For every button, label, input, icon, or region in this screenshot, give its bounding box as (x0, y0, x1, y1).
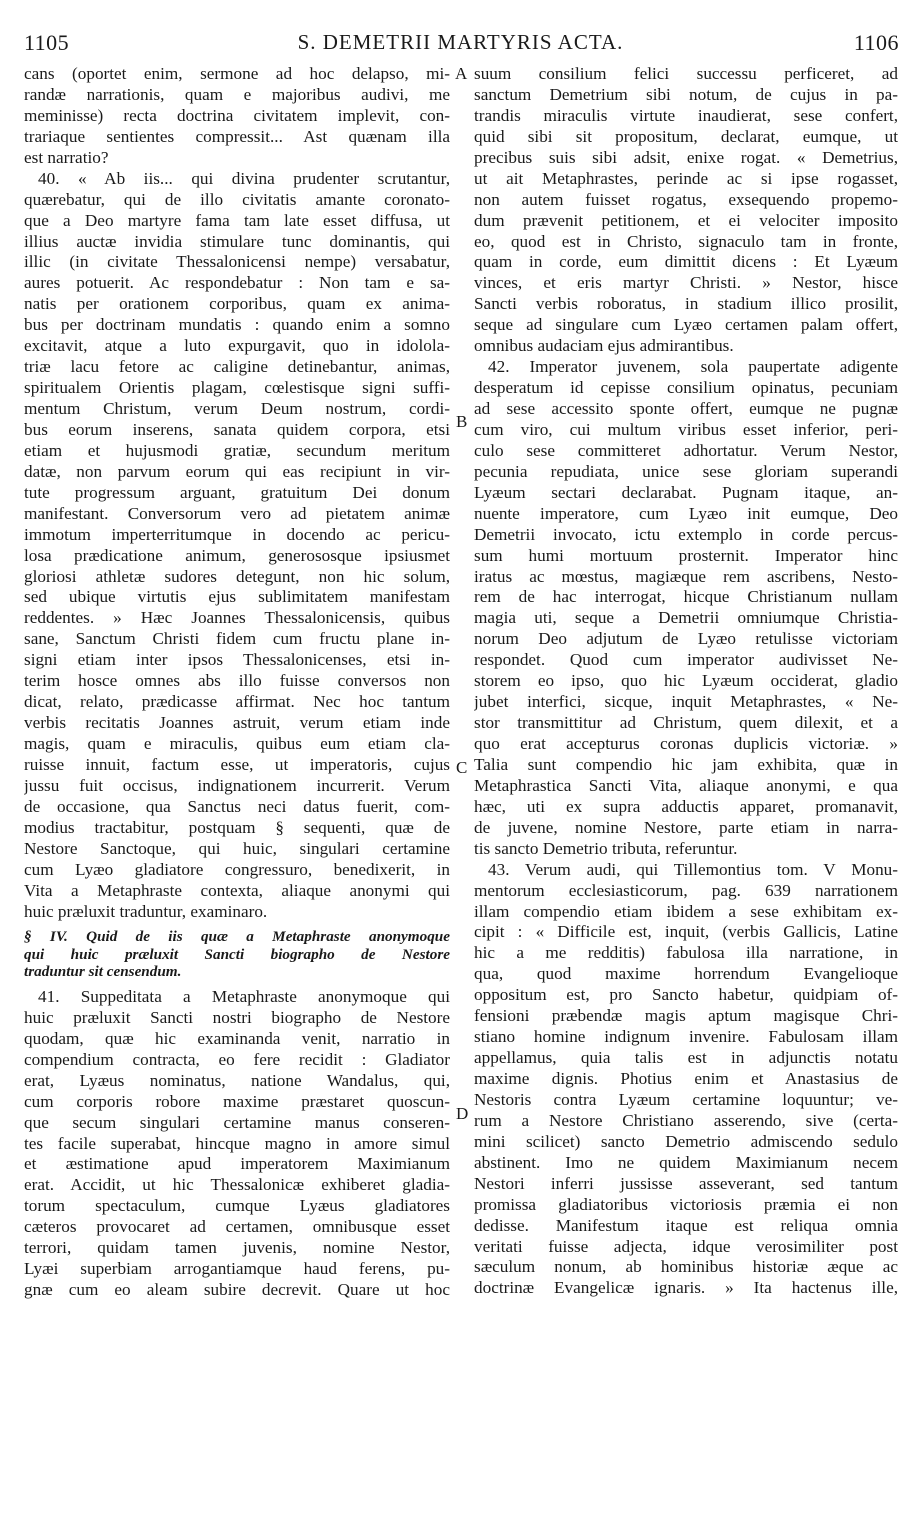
text-line: 40. « Ab iis... qui divina prudenter scrutantur, (38, 168, 450, 188)
text-line: torum spectaculum, cumque Lyæus gladiatores (24, 1196, 450, 1216)
text-line: Vita a Metaphraste contexta, aliaque anonymi qui (24, 880, 450, 900)
margin-marker-c: C (456, 758, 468, 777)
text-line: eo, quod est in Christo, signaculo tam in fronte, (474, 231, 898, 251)
section-heading-line: traduntur sit censendum. (24, 963, 182, 981)
running-title: S. DEMETRII MARTYRIS ACTA. (297, 30, 624, 54)
text-line: jussu fuit occisus, indignationem incurrerit. Verum (24, 775, 450, 795)
text-line: immotum imperterritumque in docendo ac pericu- (24, 524, 450, 544)
text-line: cans (oportet enim, sermone ad hoc delapso, mi- (24, 64, 450, 83)
text-line: huic præluxit Sancti nostri biographo de Nestore (24, 1007, 450, 1027)
text-line: tis sancto Demetrio tributa, referuntur. (474, 838, 738, 858)
text-line: natis per orationem corporibus, quam ex anima- (24, 294, 450, 314)
text-line: vinces, et eris martyr Christi. » Nestor, hisce (474, 273, 898, 293)
text-line: erat, Lyæus nominatus, natione Wandalus, qui, (24, 1070, 450, 1090)
text-line: appellamus, quia talis est in adjunctis notatu (474, 1048, 898, 1068)
left-column (24, 64, 450, 1301)
text-line: terim hosce omnes abs illo fuisse conversos non (24, 671, 450, 691)
text-line: mini scilicet) sancto Demetrio admiscendo sedulo (474, 1131, 898, 1151)
text-line: losa prædicatione animum, generososque ipsiusmet (24, 545, 450, 565)
text-line: cipit : « Difficile est, inquit, (verbis Gallicis, Latine (474, 922, 898, 942)
text-line: promissa gladiatoribus victoriosis præmia ei non (474, 1194, 898, 1214)
text-line: ruisse innuit, factum esse, ut imperatoris, cujus (24, 754, 450, 774)
margin-marker-d: D (456, 1104, 469, 1123)
text-line: qua, quod maxime horrendum Evangelioque (474, 964, 898, 984)
text-line: maxime dignis. Photius enim et Anastasius de (474, 1069, 898, 1088)
text-line: fensioni præbendæ magis aptum magisque Chri- (474, 1006, 898, 1026)
text-line: quam in corde, eum dimittit dicens : Et Lyæum (474, 252, 898, 272)
text-line: meminisse) recta doctrina civitatem implevit, con- (24, 105, 450, 125)
text-line: jubet interfici, sicque, inquit Metaphrastes, « Ne- (474, 692, 898, 712)
page-number-right: 1106 (853, 30, 899, 55)
text-line: gnæ cum eo aleam subire decrevit. Quare ut hoc (24, 1280, 450, 1300)
text-line: illius auctæ invidia stimulare tunc dominantis, qui (24, 231, 450, 251)
text-line: erat. Accidit, ut hic Thessalonicæ exhiberet gladia- (24, 1175, 450, 1195)
text-line: iratus ac mœstus, magiæque rem ascribens, Nesto- (474, 566, 898, 586)
text-line: Nestore Sanctoque, qui huic, singulari certamine (24, 838, 450, 858)
section-heading-line: § IV. Quid de iis quæ a Metaphraste anonymoque (24, 928, 450, 946)
text-line: Lyæi superbiam arrogantiamque haud ferens, pu- (24, 1259, 450, 1279)
text-line: sæculum nonum, ab hominibus historiæ æque ac (474, 1257, 898, 1277)
text-line: etiam et hujusmodi gratiæ, secundum meritum (24, 440, 450, 460)
text-line: respondet. Quod cum imperator audivisset Ne- (474, 650, 898, 670)
text-line: Demetrii invocato, ictu extemplo in corde percus- (474, 524, 898, 544)
text-line: reddentes. » Hæc Joannes Thessalonicensis, quibus (24, 608, 450, 628)
text-line: pecunia repudiata, unice sese gloriam superandi (474, 461, 898, 481)
text-line: bus eorum inserens, sanata quidem corpora, etsi (24, 419, 450, 439)
text-line: sum humi mortuum prosternit. Imperator hinc (474, 545, 898, 565)
text-line: de juvene, nomine Nestore, parte etiam in narra- (474, 817, 898, 837)
text-line: magia uti, seque a Demetrii omniumque Christia- (474, 608, 898, 628)
text-line: mentorum ecclesiasticorum, pag. 639 narrationem (474, 880, 898, 900)
text-line: norum Deo adjutum de Lyæo retulisse victoriam (474, 629, 898, 649)
text-line: rem de hac interrogat, hicque Christianum nullam (474, 587, 898, 607)
text-line: cum corporis robore maxime præstaret quoscun- (24, 1091, 450, 1111)
text-line: huic præluxit traduntur, examinaro. (24, 901, 268, 921)
text-line: verbis recitatis Joannes astruit, verum etiam inde (24, 713, 450, 733)
text-line: magis, quam e miraculis, quibus eum etiam cla- (24, 734, 450, 753)
text-line: dicat, relato, prædicasse affirmat. Nec hoc tantum (24, 692, 450, 712)
text-line: sanctum Demetrium sibi notum, de cujus in pa- (474, 84, 898, 104)
text-line: ad sese accessito sponte offert, eumque ne pugnæ (474, 399, 898, 418)
text-line: oppositum est, pro Sancto habetur, quidpiam of- (474, 985, 898, 1005)
text-line: Metaphrastica Sancti Vita, aliaque anonymi, e qua (474, 775, 898, 795)
text-line: illic (in civitate Thessalonicensi nempe) versabatur, (24, 252, 450, 272)
text-line: trariaque sentientes compressit... Ast quænam illa (24, 126, 450, 146)
text-line: desperatum id cepisse consilium opinatus, pecuniam (474, 378, 898, 398)
text-line: est narratio? (24, 147, 109, 167)
text-line: sed ubique virtutis ejus sublimitatem manifestam (24, 587, 450, 607)
text-line: spiritualem Orientis plagam, cœlestisque signi suffi- (24, 378, 450, 398)
margin-marker-b: B (456, 412, 468, 431)
text-line: 42. Imperator juvenem, sola paupertate adigente (488, 357, 898, 377)
text-line: storem eo ipso, quo hic Lyæum occiderat, gladio (474, 671, 898, 691)
text-line: precibus suis sibi adsit, enixe rogat. « Demetrius, (474, 147, 898, 167)
text-line: hæc, uti ex supra adductis apparet, promanavit, (474, 796, 898, 816)
text-line: tes facile superabat, hincque magno in amore simul (24, 1133, 450, 1153)
text-line: que a Deo martyre fama tam late esset diffusa, ut (24, 210, 450, 230)
text-line: nuente imperatore, cum Lyæo init eumque, Deo (474, 503, 898, 523)
text-line: terrori, quidam tamen juvenis, nomine Nestor, (24, 1238, 450, 1258)
text-line: cum Lyæo gladiatore congressuro, benedixerit, in (24, 859, 450, 879)
text-line: illam compendio etiam ibidem a sese exhibitam ex- (474, 901, 898, 921)
text-line: quodam, quæ hic examinanda venit, narratio in (24, 1028, 450, 1048)
text-line: bus per doctrinam mundatis : quando enim a somno (24, 315, 450, 335)
text-line: de occasione, qua Sanctus neci datus fuerit, com- (24, 796, 450, 816)
text-line: dum prævenit petitionem, et ei velociter imposito (474, 210, 898, 230)
text-line: Nestoris contra Lyæum certamine loquuntur; ve- (474, 1089, 898, 1109)
right-column (474, 64, 898, 1299)
text-line: manifestant. Conversorum vero ad pietatem animæ (24, 503, 450, 523)
text-line: seque ad singulare cum Lyæo certamen palam offert, (474, 315, 898, 335)
text-line: sane, Sanctum Christi fidem cum fructu plane in- (24, 629, 450, 649)
text-line: quid sibi sit propositum, declarat, eumque, ut (474, 126, 898, 146)
text-line: veritati fuisse adjecta, idque verosimiliter post (474, 1236, 898, 1256)
text-line: abstinent. Imo ne quidem Maximianum necem (474, 1152, 898, 1172)
margin-marker-a: A (455, 64, 468, 83)
text-line: quærebatur, qui de illo civitatis amante coronato- (24, 189, 450, 209)
text-line: quo erat accepturus coronas duplicis victoriæ. » (474, 734, 898, 753)
text-line: omnibus audaciam ejus admirantibus. (474, 336, 734, 356)
text-line: cæteros provocaret ad certamen, omnibusque esset (24, 1217, 450, 1237)
text-line: Sancti verbis roboratus, in stadium illico prosilit, (474, 294, 898, 314)
text-line: datæ, non parvum eorum qui eas recipiunt in vir- (24, 461, 450, 481)
text-line: que secum singulari certamine manus conseren- (24, 1112, 450, 1132)
text-line: cum viro, cui multum viribus esset inferior, peri- (474, 419, 898, 439)
text-line: tute progressum arguant, gratuitum Dei donum (24, 482, 450, 502)
text-line: non autem fuisset rogatus, exsequendo propemo- (474, 189, 898, 209)
text-line: ut ait Metaphrastes, perinde ac si ipse rogasset, (474, 168, 898, 188)
text-line: signi etiam inter ipsos Thessalonicenses, etsi in- (24, 650, 450, 670)
text-line: et æstimatione apud imperatorem Maximianum (24, 1154, 450, 1174)
text-line: aures potuerit. Ac respondebatur : Non tam e sa- (24, 273, 450, 293)
section-heading-line: qui huic præluxit Sancti biographo de Nestore (24, 945, 450, 963)
page-number-left: 1105 (24, 30, 70, 55)
text-line: Nestori inferri jussisse asseverant, sed tantum (474, 1173, 898, 1193)
text-line: Lyæum sectari declarabat. Pugnam itaque, an- (474, 482, 898, 502)
text-line: dedisse. Manifestum itaque est reliqua omnia (474, 1215, 898, 1235)
text-line: mentum Christum, verum Deum nostrum, cordi- (24, 399, 450, 418)
text-line: triæ lacu fetore ac caligine detinebantur, animas, (24, 357, 450, 377)
text-line: Talia sunt compendio hic jam exhibita, quæ in (474, 754, 898, 774)
text-line: randæ narrationis, quam e majoribus audivi, me (24, 84, 450, 104)
text-line: excitavit, atque a luto expurgavit, quo in idolola- (24, 336, 450, 356)
text-line: gloriosi athletæ sudores detegunt, non hic solum, (24, 566, 450, 586)
text-line: 43. Verum audi, qui Tillemontius tom. V Monu- (488, 859, 898, 879)
text-line: culo sese committeret adhortatur. Verum Nestor, (474, 440, 898, 460)
text-line: compendium contracta, eo fere recidit : Gladiator (24, 1049, 450, 1069)
text-line: stiano homine indignum invenire. Fabulosam illam (474, 1027, 898, 1047)
text-line: hic a me redditis) fabulosa illa narratione, in (474, 943, 898, 963)
text-line: 41. Suppeditata a Metaphraste anonymoque qui (38, 986, 450, 1006)
text-line: trandis miraculis virtute inaudierat, sese confert, (474, 105, 898, 125)
text-line: stor transmittitur ad Christum, quem dilexit, et a (474, 713, 898, 733)
text-line: rum a Nestore Christiano asserendo, sive (certa- (474, 1110, 898, 1130)
text-line: suum consilium felici successu perficeret, ad (474, 64, 898, 83)
text-line: doctrinæ Evangelicæ ignaris. » Ita hactenus ille, (474, 1278, 898, 1298)
text-line: modius tractabitur, postquam § sequenti, quæ de (24, 817, 450, 837)
